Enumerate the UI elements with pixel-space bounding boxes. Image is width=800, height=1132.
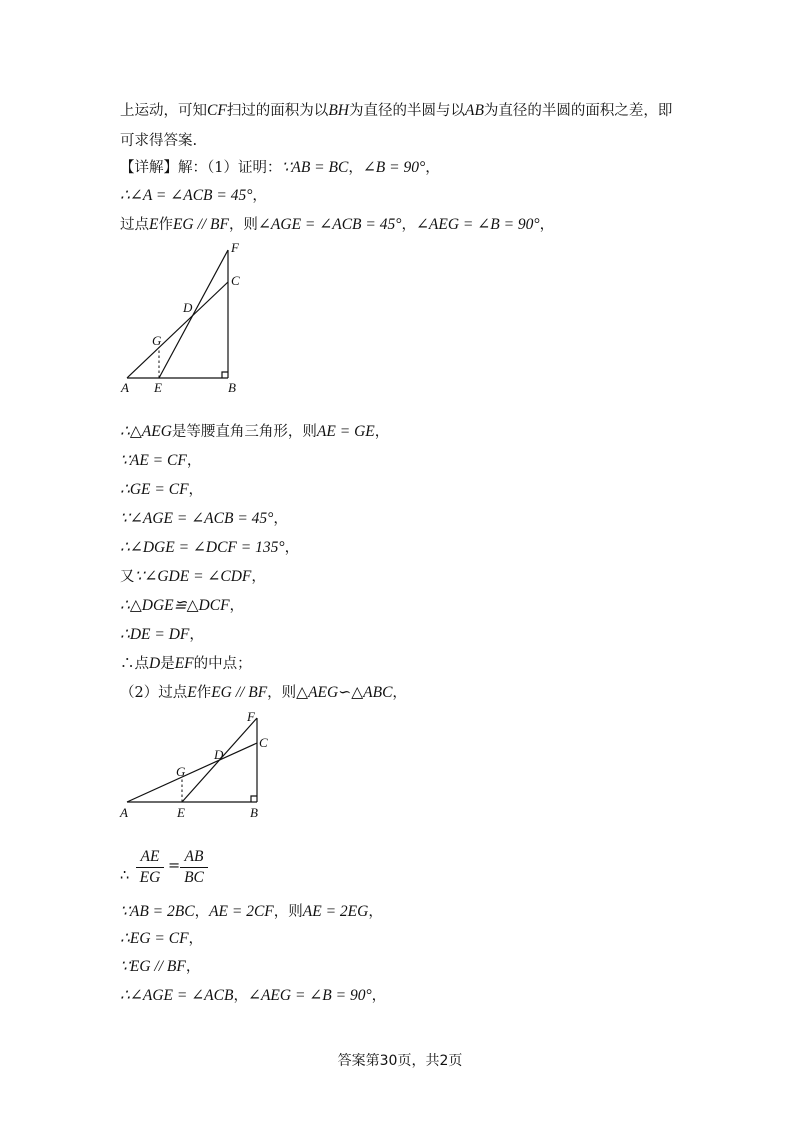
detail-heading-line: 【详解】解：（1）证明：∵AB = BC，∠B = 90°， xyxy=(120,159,440,176)
label-g: G xyxy=(152,333,162,348)
text-line-10: ∴∠DGE = ∠DCF = 135°， xyxy=(120,539,300,556)
label-b: B xyxy=(250,805,258,820)
right-angle-mark xyxy=(251,796,257,802)
text-line-1: 上运动，可知CF扫过的面积为以BH为直径的半圆与以AB为直径的半圆的面积之差，即 xyxy=(120,102,673,119)
text-line-17: ∵AB = 2BC，AE = 2CF，则AE = 2EG， xyxy=(120,903,383,920)
label-a: A xyxy=(120,805,128,820)
text-line-7: ∵AE = CF， xyxy=(120,452,202,469)
label-a: A xyxy=(121,380,129,395)
label-e: E xyxy=(177,805,185,820)
fraction-ab-bc: $\frac{AB}{BC}$ xyxy=(180,848,208,887)
text-line-9: ∵∠AGE = ∠ACB = 45°， xyxy=(120,510,288,527)
label-g: G xyxy=(176,764,186,779)
geometry-figure-1 xyxy=(115,240,255,400)
segment-ef xyxy=(159,250,228,378)
label-c: C xyxy=(259,735,268,750)
label-c: C xyxy=(231,273,240,288)
label-f: F xyxy=(247,709,255,724)
label-f: F xyxy=(231,240,239,255)
text-line-14: ∴点D是EF的中点； xyxy=(120,655,252,672)
text-line-11: 又∵∠GDE = ∠CDF， xyxy=(120,568,266,585)
fraction-equation: ∴ $\frac{AE}{EG}$ = $\frac{AB}{BC}$ xyxy=(120,848,240,888)
label-e: E xyxy=(154,380,162,395)
text-line-15: （2）过点E作EG // BF，则△AEG∽△ABC， xyxy=(120,684,407,701)
text-line-8: ∴GE = CF， xyxy=(120,481,204,498)
text-line-13: ∴DE = DF， xyxy=(120,626,204,643)
text-line-18: ∴EG = CF， xyxy=(120,930,204,947)
text-line-2: 可求得答案. xyxy=(120,133,198,149)
text-line-20: ∴∠AGE = ∠ACB，∠AEG = ∠B = 90°， xyxy=(120,987,387,1004)
geometry-figure-2 xyxy=(110,708,280,828)
page-footer: 答案第30页，共2页 xyxy=(337,1053,463,1069)
label-b: B xyxy=(228,380,236,395)
segment-ac xyxy=(127,282,228,378)
fraction-ae-eg: $\frac{AE}{EG}$ xyxy=(136,848,164,887)
text-line-19: ∵EG // BF， xyxy=(120,958,201,975)
text-line-6: ∴△AEG是等腰直角三角形，则AE = GE， xyxy=(120,423,390,440)
label-d: D xyxy=(214,747,224,762)
right-angle-mark xyxy=(222,372,228,378)
segment-ac xyxy=(127,743,257,802)
text-line-12: ∴△DGE≌△DCF， xyxy=(120,597,245,614)
text-line-5: 过点E作EG // BF，则∠AGE = ∠ACB = 45°，∠AEG = ∠B = 90°， xyxy=(120,216,555,233)
text-line-4: ∴∠A = ∠ACB = 45°， xyxy=(120,187,267,204)
label-d: D xyxy=(183,300,193,315)
